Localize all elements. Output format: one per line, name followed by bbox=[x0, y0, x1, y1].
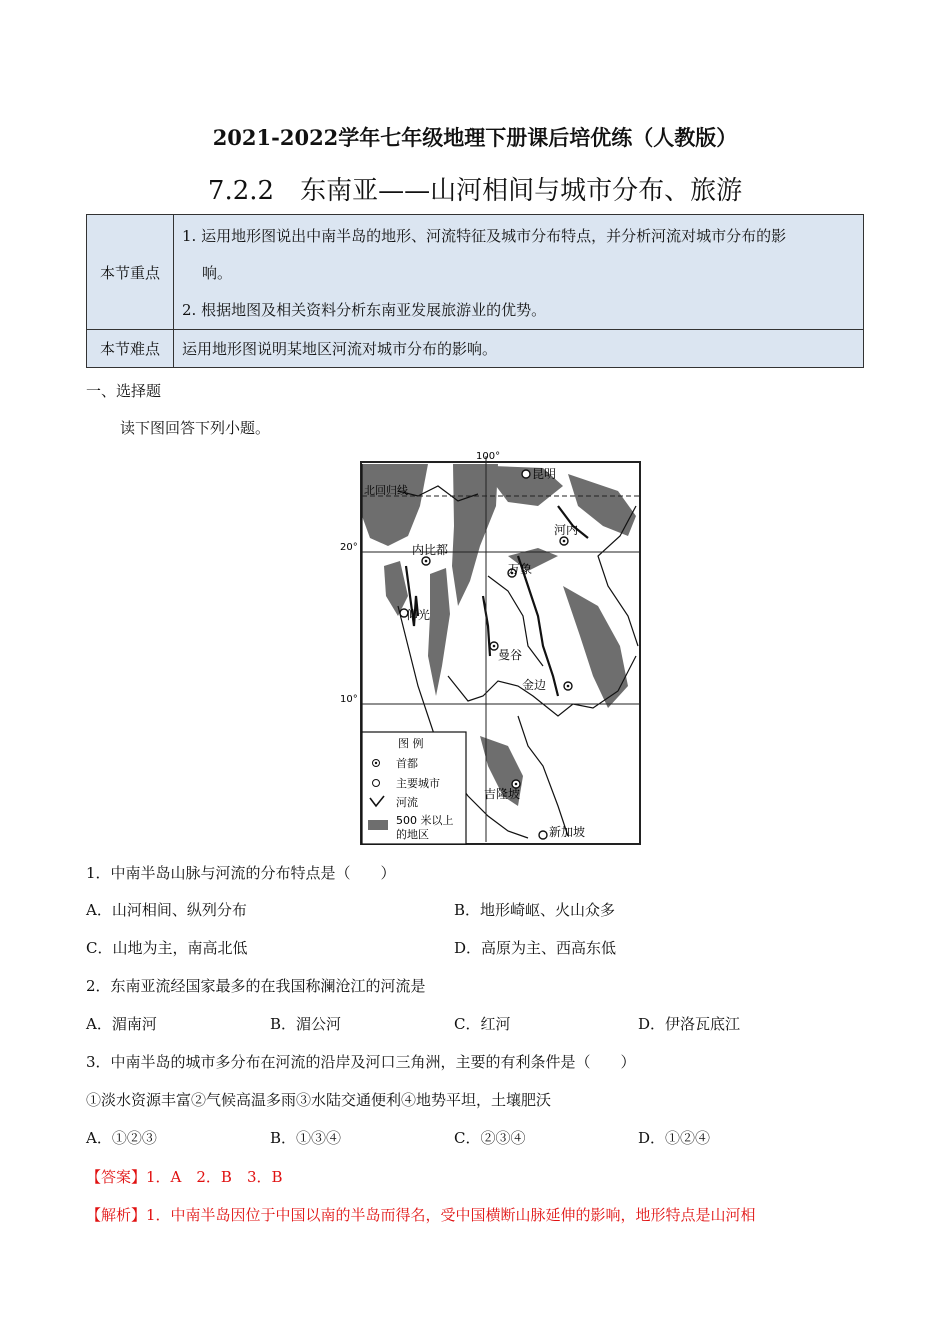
q2-option-b: B．湄公河 bbox=[270, 1015, 342, 1033]
analysis-line: 【解析】1．中南半岛因位于中国以南的半岛而得名，受中国横断山脉延伸的影响，地形特点是山河相 bbox=[86, 1206, 756, 1224]
lon-label: 100° bbox=[476, 451, 501, 462]
city-kualalumpur: 吉隆坡 bbox=[484, 787, 521, 801]
city-hanoi: 河内 bbox=[554, 523, 579, 537]
q3-option-b: B．①③④ bbox=[270, 1129, 342, 1147]
legend-river: 河流 bbox=[396, 796, 418, 809]
q2-option-c: C．红河 bbox=[454, 1015, 511, 1033]
legend-highland-1: 500 米以上 bbox=[396, 814, 454, 827]
lat20-label: 20° bbox=[340, 542, 358, 553]
key-point-1-cont: 响。 bbox=[202, 264, 233, 282]
city-yangon: 仰光 bbox=[406, 608, 431, 622]
indochina-map bbox=[340, 446, 644, 848]
document-subtitle: 7.2.2 东南亚——山河相间与城市分布、旅游 bbox=[207, 176, 743, 206]
key-point-2: 2. 根据地图及相关资料分析东南亚发展旅游业的优势。 bbox=[182, 301, 547, 319]
q2-option-a: A．湄南河 bbox=[86, 1015, 157, 1033]
q3-option-c: C．②③④ bbox=[454, 1129, 526, 1147]
city-singapore-marker bbox=[539, 831, 547, 839]
tropic-label: 北回归线 bbox=[364, 484, 408, 497]
key-points-label: 本节重点 bbox=[87, 215, 174, 330]
city-bangkok: 曼谷 bbox=[498, 648, 523, 662]
legend-city: 主要城市 bbox=[396, 777, 440, 790]
q1-option-a: A．山河相间、纵列分布 bbox=[86, 901, 247, 919]
legend-capital: 首都 bbox=[396, 757, 418, 770]
q2-option-d: D．伊洛瓦底江 bbox=[638, 1015, 741, 1033]
key-point-1: 1. 运用地形图说出中南半岛的地形、河流特征及城市分布特点，并分析河流对城市分布的影 bbox=[182, 227, 787, 245]
legend-highland-2: 的地区 bbox=[396, 828, 429, 841]
question-1-stem: 1．中南半岛山脉与河流的分布特点是（ ） bbox=[86, 864, 396, 882]
map-legend bbox=[362, 732, 466, 844]
question-3-stem: 3．中南半岛的城市多分布在河流的沿岸及河口三角洲，主要的有利条件是（ ） bbox=[86, 1053, 636, 1071]
difficult-points-label: 本节难点 bbox=[87, 330, 174, 368]
difficult-points-text: 运用地形图说明某地区河流对城市分布的影响。 bbox=[174, 330, 864, 368]
lat10-label: 10° bbox=[340, 694, 358, 705]
answer-line: 【答案】1．A 2．B 3．B bbox=[86, 1168, 283, 1186]
reading-intro: 读下图回答下列小题。 bbox=[120, 419, 271, 437]
q1-option-d: D．高原为主、西高东低 bbox=[454, 939, 617, 957]
city-phnompenh: 金边 bbox=[522, 678, 547, 692]
q3-conditions: ①淡水资源丰富②气候高温多雨③水陆交通便利④地势平坦，土壤肥沃 bbox=[86, 1091, 552, 1109]
city-kunming-marker bbox=[522, 470, 530, 478]
city-kunming: 昆明 bbox=[532, 467, 557, 481]
q1-option-b: B．地形崎岖、火山众多 bbox=[454, 901, 616, 919]
key-points-cell bbox=[174, 215, 864, 330]
city-singapore: 新加坡 bbox=[549, 825, 586, 839]
q3-option-d: D．①②④ bbox=[638, 1129, 711, 1147]
question-2-stem: 2．东南亚流经国家最多的在我国称澜沧江的河流是 bbox=[86, 977, 426, 995]
q1-option-c: C．山地为主，南高北低 bbox=[86, 939, 248, 957]
section-heading: 一、选择题 bbox=[86, 382, 162, 400]
document-title: 2021-2022学年七年级地理下册课后培优练（人教版） bbox=[212, 125, 738, 150]
city-vientiane: 万象 bbox=[508, 562, 533, 576]
legend-title: 图 例 bbox=[398, 737, 424, 750]
city-naypyidaw: 内比都 bbox=[412, 543, 449, 557]
goals-table bbox=[86, 214, 864, 368]
q3-option-a: A．①②③ bbox=[86, 1129, 157, 1147]
